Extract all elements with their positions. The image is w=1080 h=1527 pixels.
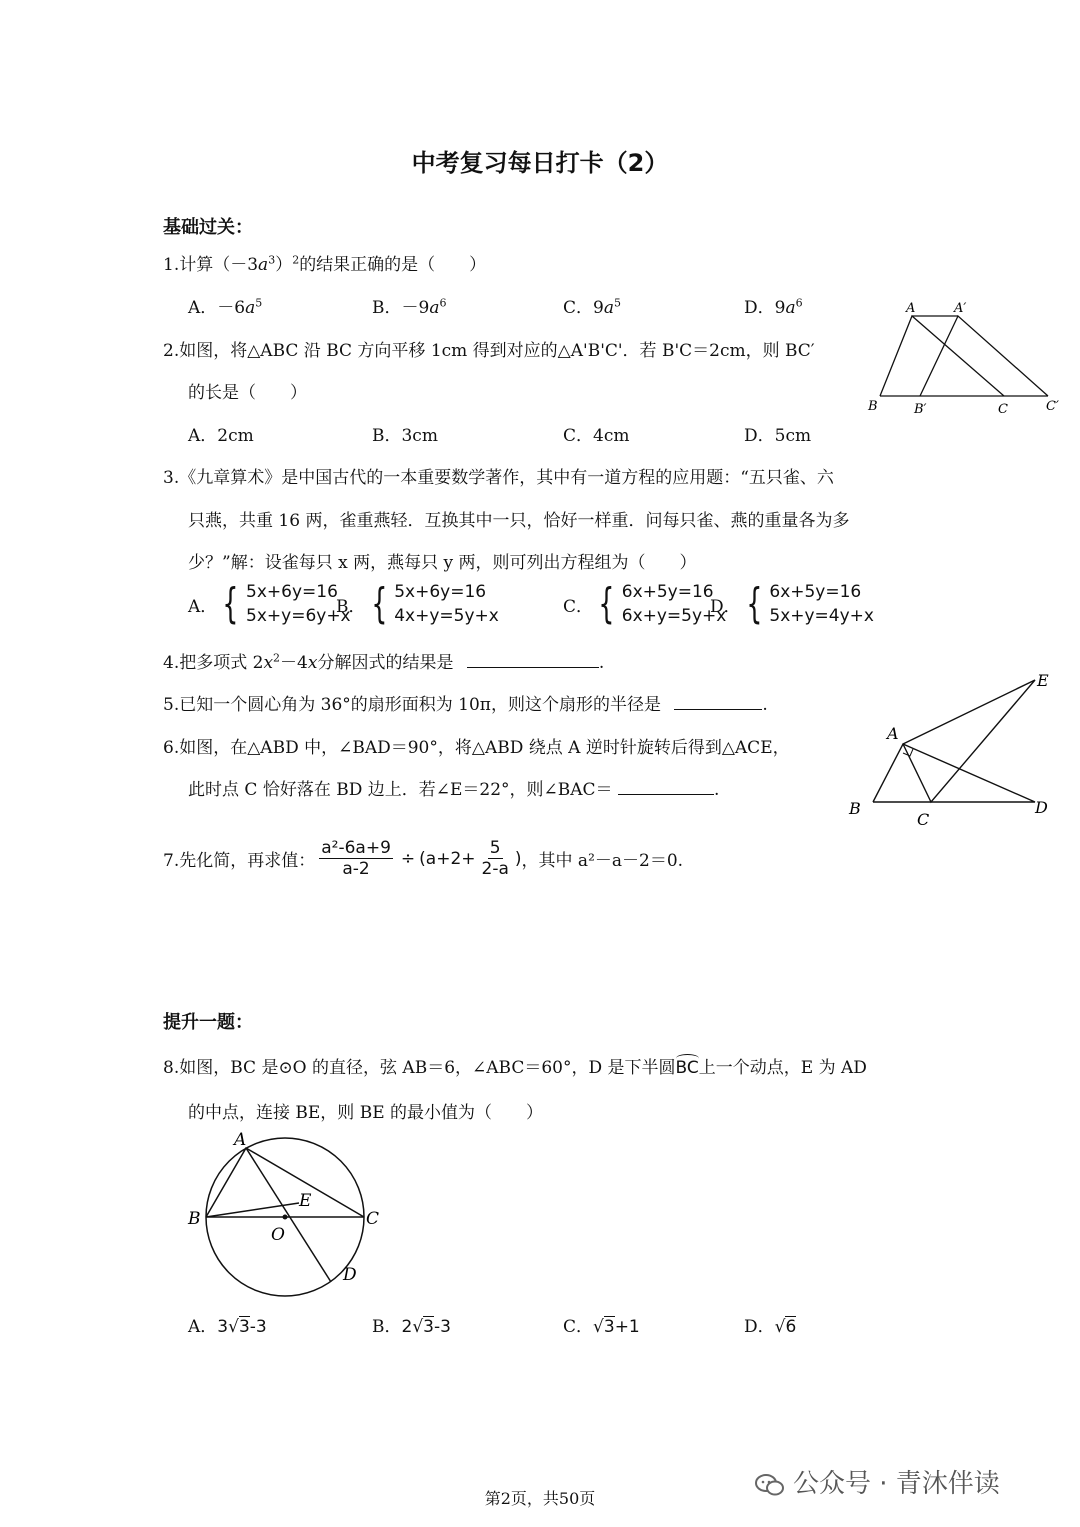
brace-icon: { [222,579,239,628]
fig6-right-angle-mark [903,749,913,756]
brace-icon: { [598,579,615,628]
watermark: 公众号 · 青沐伴读 [755,1463,1000,1500]
question-8-line-2: 的中点，连接 BE，则 BE 的最小值为（ ） [188,1103,544,1123]
q2-translation-figure [862,298,1068,420]
q2-option-d[interactable]: D．5cm [744,426,812,446]
question-6-line-2: 此时点 C 恰好落在 BD 边上．若∠E＝22°，则∠BAC＝ . [188,780,720,800]
fig6-label-c: C [917,810,930,829]
section-heading-advanced: 提升一题： [163,1012,253,1033]
fig2-label-c: C [998,402,1008,417]
q3-option-b[interactable]: B． { 5x+6y=16 4x+y=5y+x [336,579,499,628]
q8-option-b[interactable]: B．2√3-3 [372,1317,451,1337]
q8-option-a[interactable]: A．3√3-3 [188,1317,267,1337]
q2-option-c[interactable]: C．4cm [563,426,630,446]
q8-circle-figure [180,1128,395,1298]
q4-answer-blank[interactable] [467,651,599,668]
fig2-label-a: A [906,301,916,316]
question-5: 5.已知一个圆心角为 36°的扇形面积为 10π，则这个扇形的半径是 . [163,695,768,715]
fig8-center-dot [283,1215,288,1220]
q2-option-a[interactable]: A．2cm [188,426,254,446]
q3-option-c[interactable]: C． { 6x+5y=16 6x+y=5y+x [563,579,727,628]
fig8-label-d: D [343,1265,357,1285]
question-3-line-3: 少？”解：设雀每只 x 两，燕每只 y 两，则可列出方程组为（ ） [188,553,697,573]
page-number-footer: 第2页，共50页 [484,1489,596,1508]
question-2-line-1: 2.如图，将△ABC 沿 BC 方向平移 1cm 得到对应的△A'B'C'．若 B'C＝2cm，则 BC′ [163,341,815,361]
q5-answer-blank[interactable] [674,693,762,710]
q6-rotation-figure [845,665,1060,830]
question-3-line-2: 只燕，共重 16 两，雀重燕轻．互换其中一只，恰好一样重．问每只雀、燕的重量各为多 [188,511,850,531]
fig8-label-b: B [188,1209,201,1229]
fig6-label-b: B [849,799,861,818]
question-2-line-2: 的长是（ ） [188,383,307,403]
question-3-line-1: 3.《九章算术》是中国古代的一本重要数学著作，其中有一道方程的应用题：“五只雀、六 [163,468,834,488]
question-8-line-1: 8.如图，BC 是⊙O 的直径，弦 AB＝6，∠ABC＝60°，D 是下半圆BC上一个动点，E 为 AD [163,1058,867,1078]
fig8-label-o: O [271,1225,285,1245]
fig2-label-b-prime: B′ [914,402,927,417]
q6-answer-blank[interactable] [618,778,714,795]
arc-bc: BC [675,1058,699,1078]
question-4: 4.把多项式 $2x^2-4x$分解因式的结果是 . [163,651,605,673]
fig2-label-a-prime: A′ [954,301,967,316]
fig6-label-e: E [1037,671,1049,690]
section-heading-basic: 基础过关： [163,217,253,238]
fig6-triangle-abd [873,744,1035,802]
page-title: 中考复习每日打卡（2） [411,149,669,177]
brace-icon: { [745,579,763,628]
question-6-line-1: 6.如图，在△ABD 中，∠BAD＝90°，将△ABD 绕点 A 逆时针旋转后得到△ACE， [163,738,790,758]
fig2-triangle-abc [880,316,1004,396]
fig6-label-a: A [887,724,899,743]
q8-option-d[interactable]: D．√6 [744,1317,797,1337]
q2-option-b[interactable]: B．3cm [372,426,438,446]
q1-option-a[interactable]: A．$-6a^5$ [188,296,263,318]
fig2-triangle-abc-prime [920,316,1048,396]
fig8-label-a: A [234,1130,247,1150]
question-1: 1.计算$(-3a^3)^2$的结果正确的是（ ） [163,253,487,275]
q7-fraction-1: $\frac{\text{a²-6a+9}}{a-2}$ [321,838,391,879]
fig6-triangle-ace [903,680,1035,802]
q3-option-d[interactable]: D． { 6x+5y=16 5x+y=4y+x [710,579,874,628]
q1-option-d[interactable]: D．$9a^6$ [744,296,803,318]
fig8-label-c: C [366,1209,380,1229]
q1-option-c[interactable]: C．$9a^5$ [563,296,621,318]
q8-option-c[interactable]: C．√3+1 [563,1317,640,1337]
fig8-segment-ad [246,1148,331,1282]
fig8-label-e: E [299,1191,312,1211]
fig2-label-b: B [868,399,878,414]
fig2-label-c-prime: C′ [1046,399,1059,414]
fig8-chords-ab-ac [206,1148,364,1217]
fig6-label-d: D [1035,798,1048,817]
question-7: 7.先化简，再求值： $\frac{\text{a²-6a+9}}{a-2}$ ÷ (a+2+ $\frac{5}{2-a}$ ) ，其中 a²－a－2＝0. [163,838,684,879]
q1-option-b[interactable]: B．$-9a^6$ [372,296,447,318]
brace-icon: { [370,579,387,628]
q7-fraction-2: $\frac{5}{2-a}$ [481,838,509,879]
q3-option-a[interactable]: A． { 5x+6y=16 5x+y=6y+x [188,579,351,628]
